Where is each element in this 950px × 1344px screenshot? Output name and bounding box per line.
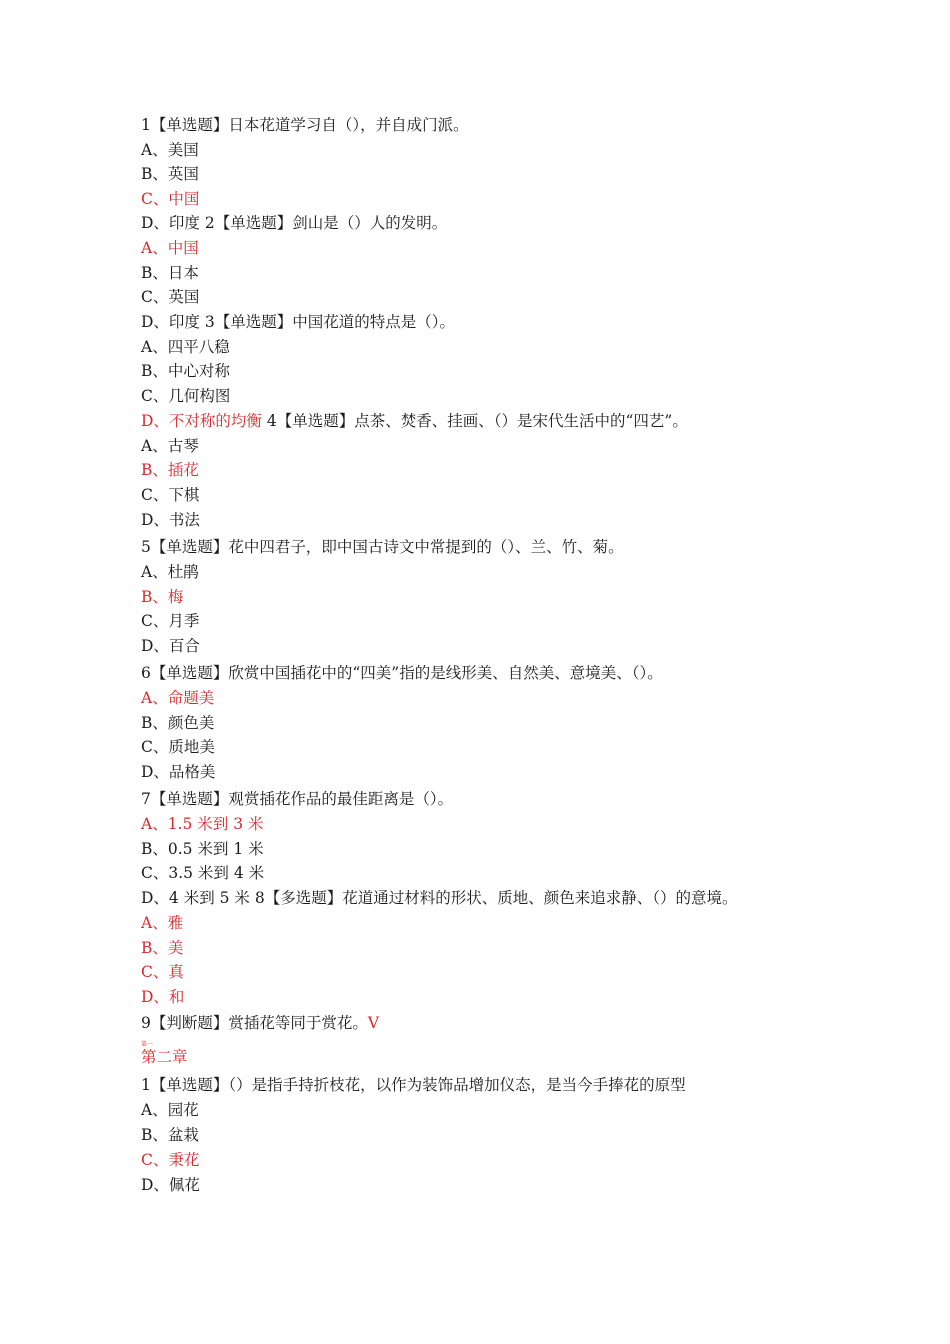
text-line [141, 262, 199, 284]
answer-text: B、美 [141, 939, 184, 957]
answer-text: V [367, 1014, 380, 1032]
text-line [141, 286, 199, 308]
text-line [141, 114, 469, 136]
text-line [141, 687, 214, 709]
text-line [141, 484, 199, 506]
question-text: 4【单选题】点茶、焚香、挂画、（）是宋代生活中的“四艺”。 [261, 412, 688, 430]
question-text: C、月季 [141, 612, 200, 630]
text-line [141, 736, 215, 758]
text-line [141, 435, 199, 457]
question-text: B、英国 [141, 165, 199, 183]
answer-text: A、1.5 米到 3 米 [141, 815, 264, 833]
text-line [141, 1124, 199, 1146]
text-line [141, 986, 184, 1008]
question-text: D、书法 [141, 511, 200, 529]
answer-text: A、雅 [141, 914, 184, 932]
answer-text: D、和 [141, 988, 185, 1006]
text-line [141, 813, 264, 835]
text-line [141, 662, 663, 684]
text-line [141, 536, 624, 558]
text-line [141, 410, 688, 432]
question-text: B、中心对称 [141, 362, 230, 380]
text-line [141, 163, 199, 185]
text-line [141, 961, 184, 983]
text-line [141, 139, 199, 161]
question-text: D、印度 2【单选题】剑山是（）人的发明。 [141, 214, 448, 232]
text-line [141, 459, 199, 481]
text-line [141, 212, 447, 234]
question-text: 1【单选题】日本花道学习自（），并自成门派。 [141, 116, 469, 134]
question-text: B、颜色美 [141, 714, 215, 732]
text-line [141, 385, 230, 407]
text-line [141, 561, 199, 583]
answer-text: C、真 [141, 963, 184, 981]
text-line [141, 635, 200, 657]
text-line [141, 1174, 200, 1196]
question-text: D、印度 3【单选题】中国花道的特点是（）。 [141, 313, 455, 331]
question-text: C、质地美 [141, 738, 215, 756]
text-line [141, 237, 199, 259]
question-text: B、盆栽 [141, 1126, 199, 1144]
question-text: A、园花 [141, 1101, 199, 1119]
text-line [141, 862, 264, 884]
question-text: B、日本 [141, 264, 199, 282]
text-line [141, 1074, 686, 1096]
text-line [141, 788, 453, 810]
question-text: 7【单选题】观赏插花作品的最佳距离是（）。 [141, 790, 454, 808]
question-text: D、4 米到 5 米 8【多选题】花道通过材料的形状、质地、颜色来追求静、（）的意境。 [141, 889, 738, 907]
answer-text: B、梅 [141, 588, 184, 606]
question-text: 6【单选题】欣赏中国插花中的“四美”指的是线形美、自然美、意境美、（）。 [141, 664, 663, 682]
answer-text: 第二章 [141, 1048, 188, 1066]
text-line [141, 912, 183, 934]
answer-text: A、中国 [141, 239, 199, 257]
question-text: C、几何构图 [141, 387, 231, 405]
answer-text: B、插花 [141, 461, 199, 479]
text-line [141, 1149, 199, 1171]
question-text: B、0.5 米到 1 米 [141, 840, 264, 858]
text-line [141, 311, 455, 333]
question-text: A、美国 [141, 141, 199, 159]
text-line [141, 1046, 188, 1068]
answer-text: C、秉花 [141, 1151, 200, 1169]
text-line [141, 610, 199, 632]
text-line [141, 712, 214, 734]
text-line [141, 761, 215, 783]
question-text: A、四平八稳 [141, 338, 230, 356]
text-line [141, 937, 183, 959]
text-line [141, 1099, 199, 1121]
question-text: C、下棋 [141, 486, 200, 504]
question-text: A、古琴 [141, 437, 199, 455]
question-text: C、3.5 米到 4 米 [141, 864, 265, 882]
text-line [141, 336, 230, 358]
text-line [141, 838, 264, 860]
question-text: 9【判断题】赏插花等同于赏花。 [141, 1014, 368, 1032]
text-line [141, 586, 183, 608]
answer-text: D、不对称的均衡 [141, 412, 262, 430]
question-text: D、佩花 [141, 1176, 200, 1194]
small-red-mark: 第一 [141, 1041, 154, 1048]
question-text: D、百合 [141, 637, 200, 655]
text-line [141, 188, 199, 210]
text-line [141, 360, 230, 382]
question-text: D、品格美 [141, 763, 216, 781]
text-line [141, 509, 200, 531]
question-text: 1【单选题】（）是指手持折枝花，以作为装饰品增加仪态，是当今手捧花的原型 [141, 1076, 686, 1094]
question-text: C、英国 [141, 288, 200, 306]
answer-text: A、命题美 [141, 689, 215, 707]
answer-text: C、中国 [141, 190, 200, 208]
question-text: 5【单选题】花中四君子，即中国古诗文中常提到的（）、兰、竹、菊。 [141, 538, 624, 556]
question-text: A、杜鹃 [141, 563, 199, 581]
text-line [141, 887, 737, 909]
text-line [141, 1012, 379, 1034]
